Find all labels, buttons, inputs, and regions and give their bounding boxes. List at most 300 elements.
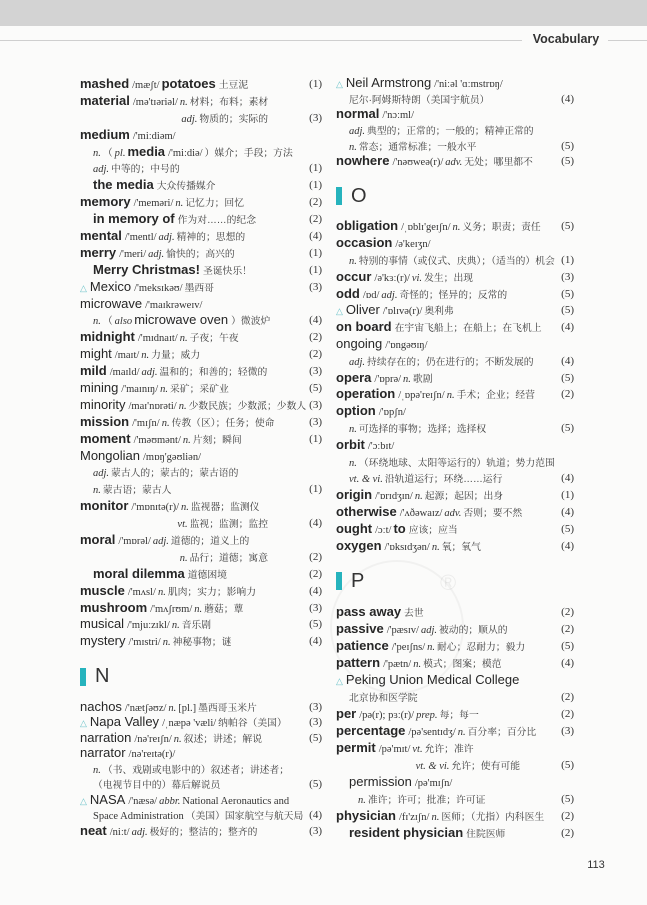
part-of-speech: n. <box>446 390 455 402</box>
vocab-entry <box>336 637 574 654</box>
definition: （电视节目中的）幕后解说员 <box>93 780 221 792</box>
vocab-entry <box>80 616 322 633</box>
phonetic: National Aeronautics and <box>182 795 290 807</box>
vocab-entry <box>80 177 322 194</box>
header-rule-right <box>608 40 647 41</box>
phonetic: /'meməri/ <box>133 198 174 210</box>
section-marker-bar <box>80 668 86 686</box>
section-continued <box>80 76 322 650</box>
entry-text <box>80 92 300 110</box>
entry-text <box>336 637 552 655</box>
entry-text <box>80 278 300 296</box>
vocab-entry <box>336 487 574 504</box>
part-of-speech: n. <box>168 702 177 714</box>
entry-text <box>80 396 308 414</box>
entry-text <box>80 210 300 228</box>
entry-text <box>80 109 300 127</box>
entry-text <box>80 328 300 346</box>
vocab-entry <box>80 244 322 261</box>
entry-text <box>80 362 300 380</box>
entry-text <box>336 537 552 555</box>
phonetic: /pə'sentɪdʒ/ <box>408 726 456 738</box>
vocab-entry <box>80 532 322 549</box>
section-marker-bar <box>336 572 342 590</box>
entry-text <box>80 632 300 650</box>
phonetic: /'meri/ <box>119 248 147 260</box>
definition: 品行；道德；寓意 <box>189 552 268 564</box>
definition: 起源；起因；出身 <box>424 491 504 503</box>
vocab-entry <box>80 582 322 599</box>
unit-number: (2) <box>561 690 574 703</box>
vocab-entry <box>80 761 322 777</box>
section-letter: P <box>351 569 365 592</box>
definition: 被动的；顺从的 <box>438 624 508 636</box>
right-column <box>336 76 574 842</box>
headword: moral dilemma <box>93 565 185 581</box>
phonetic: /'nəʊweə(r)/ <box>392 157 444 169</box>
vocab-entry <box>336 453 574 470</box>
vocab-entry <box>336 352 574 369</box>
phonetic: /'mɒrəl/ <box>118 536 151 547</box>
vocab-entry <box>336 773 574 790</box>
vocab-entry <box>80 413 322 430</box>
header-rule-left <box>0 40 522 41</box>
unit-number: (3) <box>309 280 322 293</box>
part-of-speech: vi. <box>411 272 423 284</box>
part-of-speech: prep. <box>416 709 438 721</box>
definition: 义务；职责；责任 <box>462 222 541 234</box>
part-of-speech: n. <box>93 764 101 776</box>
headword: material <box>80 92 130 108</box>
part-of-speech: n. <box>403 373 411 385</box>
headword: narrator <box>80 745 126 761</box>
definition: 沿轨道运行；环绕……运行 <box>384 474 503 486</box>
definition: 神秘事物；谜 <box>172 637 232 649</box>
phonetic: /'næsə/ <box>128 795 158 807</box>
part-of-speech: also <box>114 316 133 328</box>
part-of-speech: n. <box>182 434 191 446</box>
part-of-speech: adj. <box>141 367 158 379</box>
unit-number: (5) <box>561 639 574 652</box>
vocab-entry <box>80 633 322 650</box>
part-of-speech: n. <box>452 222 461 234</box>
section-heading <box>336 181 574 211</box>
headword: ongoing <box>336 336 383 352</box>
definition: 温和的；和善的；轻微的 <box>159 367 268 379</box>
part-of-speech: n. <box>162 637 171 649</box>
vocab-entry <box>80 160 322 177</box>
vocab-entry <box>80 447 322 464</box>
unit-number: (5) <box>309 618 322 631</box>
definition: （ <box>102 316 113 328</box>
unit-number: (3) <box>309 398 322 411</box>
vocab-entry <box>80 498 322 515</box>
vocab-entry <box>336 620 574 637</box>
phonetic: /'nætʃəʊz/ <box>124 702 167 714</box>
definition: 肌肉；实力；影响力 <box>167 586 257 598</box>
phonetic: /'maɪnɪŋ/ <box>121 383 159 395</box>
phonetic: /ɒd/ <box>362 289 380 301</box>
part-of-speech: adj. <box>93 164 110 176</box>
definition: 圣诞快乐！ <box>202 265 252 277</box>
vocab-entry <box>336 807 574 824</box>
vocab-entry <box>80 346 322 363</box>
definition: 音乐剧 <box>181 620 212 632</box>
phonetic: /'ɒrɪdʒɪn/ <box>375 491 413 503</box>
vocab-entry <box>80 76 322 93</box>
watermark-registered-mark: ® <box>440 570 457 595</box>
entry-text <box>80 261 300 279</box>
part-of-speech: n. <box>141 350 150 362</box>
definition: ）微波炉 <box>231 316 271 328</box>
running-title: Vocabulary <box>532 32 600 46</box>
unit-number: (4) <box>561 656 574 669</box>
phonetic: /nə'reɪtə(r)/ <box>128 749 176 761</box>
headword: percentage <box>336 722 406 738</box>
vocab-entry <box>336 824 574 841</box>
vocab-entry <box>336 403 574 420</box>
vocab-entry <box>336 654 574 671</box>
vocab-entry <box>80 380 322 397</box>
triangle-icon: △ <box>336 79 343 90</box>
phonetic: /'mʌsl/ <box>127 586 156 598</box>
definition: 百分率；百分比 <box>467 726 537 738</box>
headword: nachos <box>80 698 122 714</box>
headword: potatoes <box>161 75 216 91</box>
unit-number: (4) <box>309 229 322 242</box>
headword: mushroom <box>80 599 148 615</box>
definition: 典型的；正常的；一般的；精神正常的 <box>367 126 534 138</box>
unit-number: (2) <box>561 826 574 839</box>
vocab-entry <box>336 76 574 92</box>
entry-text <box>336 402 552 420</box>
entry-text <box>336 773 552 791</box>
vocab-entry <box>336 739 574 756</box>
definition: 发生；出现 <box>424 272 474 284</box>
headword: in memory of <box>93 211 175 227</box>
phonetic: /mə'tɪəriəl/ <box>132 96 178 108</box>
unit-number: (3) <box>309 111 322 124</box>
part-of-speech: n. <box>157 586 166 598</box>
section-heading <box>336 566 574 596</box>
phonetic: [pl.] <box>178 702 197 714</box>
headword: Napa Valley <box>89 714 160 730</box>
section-marker-bar <box>336 187 342 205</box>
definition: 常态；通常标准；一般水平 <box>358 141 477 153</box>
entry-text <box>80 447 300 465</box>
headword: otherwise <box>336 504 397 520</box>
definition: 奥利弗 <box>424 306 454 318</box>
definition: （书、戏剧或电影中的）叙述者；讲述者； <box>102 764 290 776</box>
part-of-speech: n. <box>427 641 436 653</box>
part-of-speech: n. <box>179 552 188 564</box>
definition: 住院医师 <box>466 828 506 840</box>
vocab-entry <box>80 730 322 746</box>
unit-number: (3) <box>561 724 574 737</box>
entry-text <box>80 463 300 481</box>
vocab-entry <box>80 430 322 447</box>
entry-text <box>80 193 300 211</box>
definition: 模式；图案；模范 <box>423 658 502 670</box>
part-of-speech: n. <box>93 147 101 159</box>
headword: normal <box>336 106 380 122</box>
part-of-speech: n. <box>161 417 170 429</box>
part-of-speech: n. <box>178 400 187 412</box>
unit-number: (2) <box>561 388 574 401</box>
headword: narration <box>80 729 132 745</box>
unit-number: (1) <box>309 483 322 496</box>
vocab-entry <box>336 218 574 235</box>
headword: permission <box>349 773 412 789</box>
part-of-speech: n. <box>431 811 440 823</box>
headword: opera <box>336 369 372 385</box>
part-of-speech: adj. <box>349 126 366 138</box>
entry-text <box>80 159 300 177</box>
definition: 持续存在的；仍在进行的；不断发展的 <box>367 356 534 368</box>
entry-text <box>336 486 552 504</box>
unit-number: (5) <box>561 155 574 168</box>
headword: mental <box>80 227 122 243</box>
entry-text <box>80 430 300 448</box>
phonetic: /mɒŋ'gəʊliən/ <box>143 451 201 463</box>
phonetic: /ə'kɜː(r)/ <box>374 272 410 284</box>
part-of-speech: n. <box>173 733 182 745</box>
part-of-speech: adj. <box>131 826 148 838</box>
unit-number: (2) <box>561 707 574 720</box>
part-of-speech: adv. <box>445 157 463 169</box>
definition: 叙述；讲述；解说 <box>183 733 263 745</box>
definition: 医师；（尤指）内科医生 <box>441 811 545 823</box>
unit-number: (3) <box>309 716 322 729</box>
phonetic: /ˌnæpə 'væli/ <box>162 718 217 730</box>
part-of-speech: adj. <box>181 113 198 125</box>
phonetic: /'ɒpʃn/ <box>378 407 406 419</box>
unit-number: (5) <box>561 522 574 535</box>
part-of-speech: n. <box>93 485 101 497</box>
part-of-speech: n. <box>93 316 101 328</box>
definition: 子夜；午夜 <box>189 333 239 345</box>
left-column <box>80 76 322 839</box>
phonetic: /'ʌðəwaɪz/ <box>399 508 443 520</box>
entry-text <box>336 152 552 170</box>
headword: media <box>127 143 166 159</box>
vocab-entry <box>80 792 322 808</box>
definition: 采矿；采矿业 <box>170 383 229 395</box>
definition: （ <box>102 147 113 159</box>
definition: 土豆泥 <box>218 79 249 91</box>
vocab-entry <box>80 312 322 329</box>
entry-text <box>80 480 300 498</box>
vocab-entry <box>80 807 322 823</box>
unit-number: (2) <box>309 550 322 563</box>
part-of-speech: pl. <box>114 147 126 159</box>
part-of-speech: n. <box>179 333 188 345</box>
vocab-entry <box>336 470 574 487</box>
part-of-speech: vt. <box>177 519 188 531</box>
definition: 精神的；思想的 <box>176 231 246 243</box>
entry-text <box>80 143 300 161</box>
phonetic: /'mɪʃn/ <box>132 417 160 429</box>
unit-number: (4) <box>561 472 574 485</box>
vocab-entry <box>80 363 322 380</box>
part-of-speech: n. <box>179 96 188 108</box>
definition: 中等的；中号的 <box>111 164 180 176</box>
phonetic: /'miːdiəm/ <box>132 130 176 142</box>
part-of-speech: vt. & vi. <box>415 760 450 772</box>
definition: 少数民族；少数派；少数人 <box>188 400 307 412</box>
vocab-entry <box>336 688 574 705</box>
entry-text <box>336 503 552 521</box>
definition: 歌剧 <box>412 373 433 385</box>
vocab-entry <box>80 565 322 582</box>
phonetic: /'meksɪkəʊ/ <box>134 282 183 294</box>
vocab-entry <box>336 504 574 521</box>
entry-text <box>80 244 300 262</box>
unit-number: (1) <box>309 263 322 276</box>
phonetic: /'miːdiə/ <box>168 147 203 159</box>
unit-number: (1) <box>561 489 574 502</box>
vocab-entry <box>80 228 322 245</box>
vocab-entry <box>336 603 574 620</box>
definition: 应该；应当 <box>408 524 458 536</box>
section-letter: N <box>95 665 110 688</box>
entry-text <box>80 599 300 617</box>
entry-text <box>336 335 552 353</box>
headword: memory <box>80 194 131 210</box>
headword: neat <box>80 822 107 838</box>
unit-number: (4) <box>309 584 322 597</box>
unit-number: (4) <box>309 314 322 327</box>
definition: 手术；企业；经营 <box>456 390 535 402</box>
headword: monitor <box>80 498 129 514</box>
unit-number: (5) <box>561 287 574 300</box>
definition: 墨西哥玉米片 <box>198 702 257 714</box>
entry-text <box>336 671 552 689</box>
entry-text <box>80 345 300 363</box>
entry-text <box>336 790 552 808</box>
entry-text <box>336 807 552 825</box>
definition: ）媒介；手段；方法 <box>204 147 293 159</box>
phonetic: /maɪt/ <box>114 350 140 362</box>
headword: mission <box>80 413 130 429</box>
definition: 记忆力；回忆 <box>185 198 245 210</box>
phonetic: /'ɒngəʊɪŋ/ <box>385 340 428 352</box>
phonetic: /pə'mɪʃn/ <box>414 777 453 789</box>
phonetic: /fɪ'zɪʃn/ <box>398 811 430 823</box>
entry-text <box>336 722 552 740</box>
definition: 北京协和医学院 <box>349 692 418 704</box>
vocab-entry <box>336 138 574 154</box>
phonetic: /'niːəl 'ɑːmstrɒŋ/ <box>434 79 503 91</box>
vocab-entry <box>336 671 574 688</box>
entry-text <box>80 311 300 329</box>
headword: might <box>80 346 112 362</box>
vocab-entry <box>336 386 574 403</box>
section-continued <box>336 76 574 170</box>
phonetic: /ˌɒpə'reɪʃn/ <box>398 390 445 402</box>
definition: 奇怪的；怪异的；反常的 <box>399 289 508 301</box>
entry-text <box>80 227 300 245</box>
unit-number: (5) <box>561 220 574 233</box>
phonetic: /'pæsɪv/ <box>386 624 419 636</box>
section-n <box>80 662 322 839</box>
headword: microwave <box>80 295 143 311</box>
entry-text <box>336 436 552 454</box>
part-of-speech: adj. <box>93 468 110 480</box>
headword: Mexico <box>89 278 132 294</box>
vocab-entry <box>336 705 574 722</box>
part-of-speech: vt. & vi. <box>349 474 383 486</box>
vocab-entry <box>336 420 574 437</box>
section-p <box>336 566 574 841</box>
vocab-entry <box>336 537 574 554</box>
unit-number: (1) <box>561 254 574 267</box>
definition: 在宇宙飞船上；在船上；在飞机上 <box>394 323 542 335</box>
entry-text <box>80 822 300 840</box>
vocab-entry <box>336 268 574 285</box>
entry-text <box>336 756 552 774</box>
phonetic: /nə'reɪʃn/ <box>134 733 172 745</box>
unit-number: (1) <box>309 246 322 259</box>
definition: 耐心；忍耐力；毅力 <box>437 641 526 653</box>
entry-text <box>80 565 300 583</box>
part-of-speech: n. <box>349 256 357 268</box>
headword: passive <box>336 620 384 636</box>
vocab-entry <box>80 126 322 143</box>
phonetic: /'nɔːml/ <box>382 110 414 122</box>
headword: muscle <box>80 582 125 598</box>
unit-number: (2) <box>561 809 574 822</box>
phonetic: /'mʌʃrʊm/ <box>150 603 193 615</box>
vocab-entry <box>336 107 574 123</box>
part-of-speech: n. <box>431 541 440 553</box>
definition: 尼尔·阿姆斯特朗（美国宇航员） <box>349 94 490 106</box>
part-of-speech: n. <box>194 603 203 615</box>
unit-number: (5) <box>561 139 574 152</box>
unit-number: (1) <box>309 179 322 192</box>
definition: 墨西哥 <box>184 282 214 294</box>
headword: minority <box>80 396 126 412</box>
definition: 愉快的；高兴的 <box>166 248 235 260</box>
definition: 每；每一 <box>439 709 479 721</box>
unit-number: (1) <box>309 432 322 445</box>
entry-text <box>336 318 552 336</box>
headword: permit <box>336 739 376 755</box>
part-of-speech: n. <box>175 198 184 210</box>
definition: 蘑菇；蕈 <box>204 603 244 615</box>
definition: 物质的；实际的 <box>199 113 268 125</box>
unit-number: (5) <box>309 778 322 791</box>
entry-text <box>80 126 300 144</box>
headword: operation <box>336 386 396 402</box>
part-of-speech: n. <box>358 794 366 806</box>
headword: moral <box>80 532 116 547</box>
section-o <box>336 181 574 554</box>
headword: oxygen <box>336 537 382 553</box>
vocab-entry <box>336 235 574 252</box>
headword: patience <box>336 637 389 653</box>
part-of-speech: n. <box>181 502 189 514</box>
vocab-entry <box>80 143 322 160</box>
definition: 作为对……的纪念 <box>177 215 256 227</box>
unit-number: (4) <box>561 321 574 334</box>
vocab-entry <box>80 745 322 761</box>
entry-text <box>336 739 552 757</box>
phonetic: /'pætn/ <box>383 658 412 670</box>
entry-text <box>336 419 552 437</box>
phonetic: /pə(r); pɜː(r)/ <box>359 709 415 721</box>
definition: （美国）国家航空与航天局 <box>185 811 304 823</box>
